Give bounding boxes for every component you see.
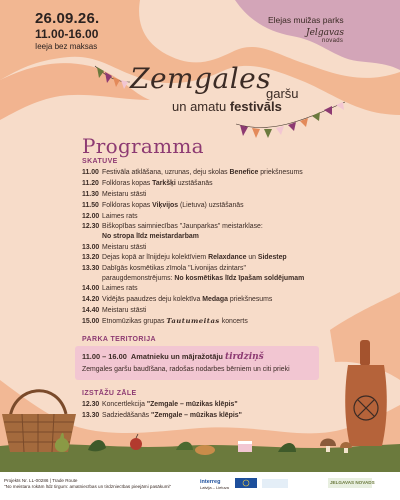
description-text: (Lietuva) uzstāšanās — [178, 201, 244, 209]
park-description: Zemgales garšu baudīšana, radošas nodarbes bērniem un citi prieki — [82, 366, 290, 373]
performer-name: Benefice — [229, 169, 259, 176]
schedule-time: 15.00 — [82, 318, 100, 326]
loaf-icon — [195, 445, 215, 455]
performer-name: Sidestep — [257, 254, 287, 262]
schedule-row — [82, 201, 382, 210]
project-info — [4, 478, 171, 490]
schedule-row — [82, 212, 382, 221]
performer-name: Relaxdance — [208, 254, 247, 262]
hall-row — [82, 400, 322, 409]
performer-name: Medaga — [202, 296, 228, 304]
description-text: Etnomūzikas grupas — [102, 318, 167, 326]
cake-icon — [238, 441, 252, 452]
event-title: "Zemgale – mūzikas klēpis" — [146, 401, 238, 408]
schedule-row — [82, 190, 382, 199]
performer-name-script: Tautumeitas — [166, 317, 220, 326]
hall-section-label: IZSTĀŽU ZĀLE — [82, 390, 137, 397]
hall-time: 12.30 — [82, 401, 100, 408]
description-text: un — [246, 254, 258, 262]
schedule-description — [102, 222, 382, 240]
hall-row — [82, 411, 322, 420]
schedule-time: 11.20 — [82, 179, 99, 187]
schedule-time: 12.30 — [82, 223, 100, 231]
logo-text-bottom: novads — [322, 38, 344, 44]
schedule-row — [82, 264, 382, 282]
programme-heading: Programma — [82, 134, 204, 158]
description-text: Biškopības saimniecības "Jaunparkas" meistarklase: — [102, 223, 263, 231]
schedule-time: 14.20 — [82, 296, 100, 304]
description-text: Meistaru stāsti — [102, 190, 147, 198]
park-script-word: tirdziņš — [224, 352, 264, 362]
description-text: Dejas kopā ar līnijdeju kolektīviem — [102, 254, 209, 262]
schedule-row — [82, 168, 382, 177]
title-prefix: un amatu — [172, 99, 230, 114]
interreg-logo — [200, 479, 229, 490]
schedule-description — [102, 253, 382, 262]
description-text: Koncertlekcija — [102, 401, 147, 408]
description-text: Laimes rats — [102, 212, 138, 220]
schedule-description — [102, 284, 382, 293]
schedule-row — [82, 317, 382, 326]
description-line-2 — [102, 274, 382, 283]
interreg-logo-sub: Latvija – Lietuva — [200, 485, 229, 490]
hall-time: 13.30 — [82, 411, 100, 419]
interreg-logo-text: interreg — [200, 479, 221, 485]
schedule-time: 11.30 — [82, 190, 99, 198]
description-text: Sadziedāšanās — [102, 411, 152, 419]
hall-schedule — [82, 400, 322, 422]
description-text: uzstāšanās — [175, 179, 213, 187]
description-text: Festivāla atklāšana, uzrunas, deju skolas — [102, 169, 230, 176]
schedule-description — [102, 317, 382, 326]
description-text: Dabīgās kosmētikas zīmola "Livonijas dzintars" — [102, 265, 246, 273]
park-main-line — [82, 352, 264, 362]
schedule-time: 14.40 — [82, 307, 100, 315]
project-line-2: "No meistara rokām līdz tirgum: amatniecības un tirdzniecības pieejāmi pasākumi" — [4, 484, 172, 489]
description-text: Meistaru stāsti — [102, 307, 147, 315]
description-text: priekšnesums — [258, 169, 303, 176]
logo-text-top: Jelgavas — [306, 28, 345, 38]
eu-flag-icon — [235, 478, 257, 488]
schedule-time: 13.00 — [82, 243, 100, 251]
description-text: koncerts — [219, 318, 248, 326]
description-text: paraugdemonstrējums: — [102, 274, 175, 282]
schedule-row — [82, 284, 382, 293]
park-section-label: PARKA TERITORIJA — [82, 336, 156, 343]
jelgava-logo — [300, 28, 370, 50]
description-text: Vidējās paaudzes deju kolektīva — [102, 296, 203, 304]
schedule-description — [102, 243, 382, 252]
event-time: 11.00-16.00 — [35, 27, 99, 41]
ministry-logo-icon — [262, 479, 288, 488]
park-time: 11.00 – 16.00 — [82, 352, 127, 361]
title-bold-word: festivāls — [229, 99, 282, 114]
schedule-row — [82, 253, 382, 262]
schedule-row — [82, 222, 382, 240]
festival-title-main: Zemgales — [130, 62, 272, 95]
schedule-time: 12.00 — [82, 212, 100, 220]
schedule-row — [82, 179, 382, 188]
masterclass-title: No kosmētikas līdz īpašam soldējumam — [174, 274, 305, 282]
event-title: "Zemgale – mūzikas klēpis" — [151, 411, 242, 419]
schedule-description — [102, 190, 382, 199]
schedule-time: 11.50 — [82, 201, 99, 209]
schedule-description — [102, 179, 382, 188]
schedule-description — [102, 168, 382, 177]
schedule-time: 11.00 — [82, 169, 99, 176]
festival-title-tail — [172, 99, 282, 114]
jelgava-footer-logo-text: JELGAVAS NOVADS — [330, 480, 375, 485]
schedule-description — [102, 295, 382, 304]
performer-name: Viķvijos — [152, 201, 179, 209]
schedule-time: 14.00 — [82, 285, 100, 293]
description-text: Meistaru stāsti — [102, 243, 147, 251]
description-text: Laimes rats — [102, 285, 138, 293]
stage-section-label: SKATUVE — [82, 158, 118, 165]
schedule-description — [102, 201, 382, 210]
schedule-description — [102, 306, 382, 315]
schedule-row — [82, 243, 382, 252]
entry-note: Ieeja bez maksas — [35, 42, 98, 51]
masterclass-title: No stropa līdz meistardarbam — [102, 232, 199, 240]
schedule-description — [102, 212, 382, 221]
event-date: 26.09.26. — [35, 10, 100, 27]
description-text: Folkloras kopas — [102, 179, 153, 187]
venue-name: Elejas muižas parks — [268, 15, 344, 25]
schedule-row — [82, 295, 382, 304]
project-line-1: Projekts Nr. LL-00286 | Trade Route — [4, 478, 78, 483]
hall-description — [102, 400, 322, 409]
hall-description — [102, 411, 322, 420]
festival-title-sub: garšu — [266, 86, 299, 101]
description-text: priekšnesums — [227, 296, 273, 304]
schedule-description — [102, 264, 382, 282]
performer-name: Tarkšķi — [152, 179, 176, 187]
schedule-time: 13.30 — [82, 265, 100, 273]
stage-schedule — [82, 168, 382, 328]
description-text: Folkloras kopas — [102, 201, 153, 209]
schedule-row — [82, 306, 382, 315]
park-main-text: Amatnieku un mājražotāju — [130, 352, 225, 361]
schedule-time: 13.20 — [82, 254, 100, 262]
description-line-2 — [102, 232, 382, 241]
